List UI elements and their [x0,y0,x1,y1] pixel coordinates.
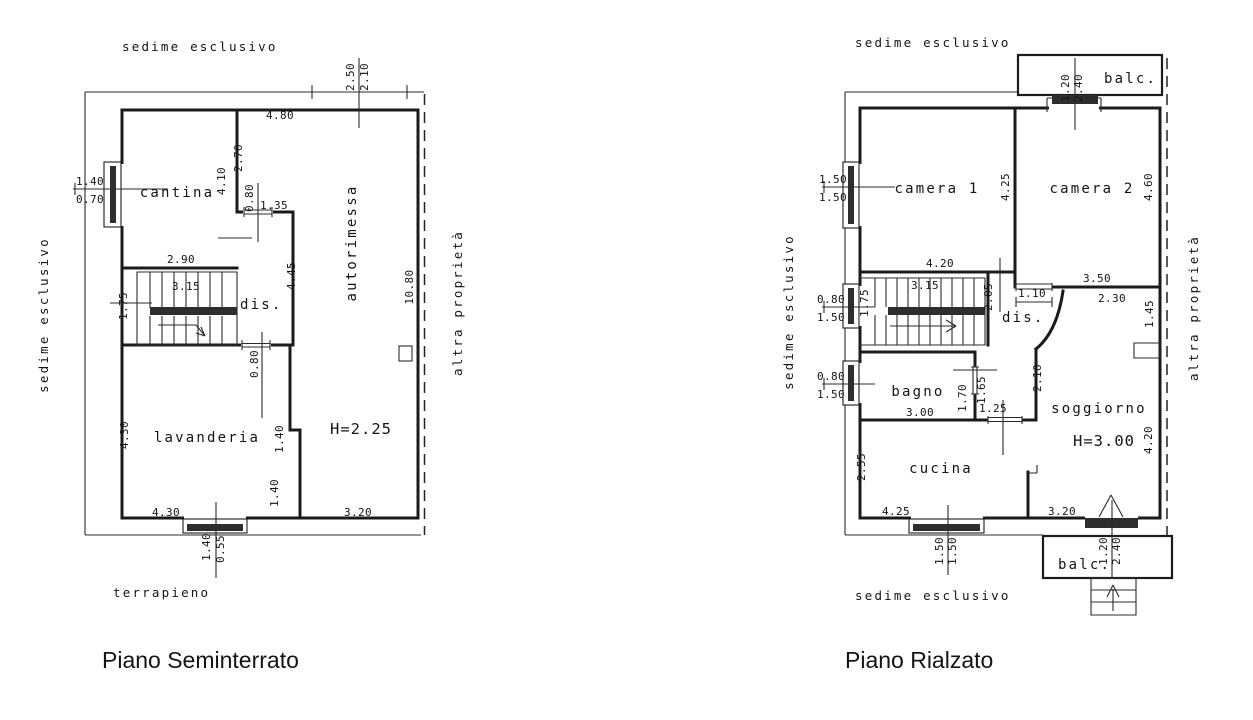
cantina-window [104,162,126,227]
dim-dis-door: 0.80 [243,183,256,213]
left-plan [36,39,465,673]
dim-cucina-depth: 2.55 [855,452,868,482]
site-label-right: altra proprietà [450,230,465,376]
dim-cantina-w: 2.90 [166,253,196,266]
dim-cam1-win-w: 1.50 [818,173,848,186]
height-note: H=3.00 [1073,432,1135,450]
dim-cucina-w: 4.25 [881,505,911,518]
dim-stair-run: 3.15 [171,280,201,293]
dim-lav-w: 4.30 [151,506,181,519]
dim-stair-w: 1.75 [117,291,130,321]
dim-cam1-win-h: 1.50 [818,191,848,204]
left-dimension-lines [73,58,359,578]
stair-direction-arrow [890,320,956,332]
room-label-camera2: camera 2 [1049,181,1135,197]
steps-arrow [1107,585,1119,611]
left-door-openings [241,207,273,350]
right-plan [781,35,1201,673]
plan-title-right: Piano Rialzato [845,647,994,673]
dim-sogg-depth: 4.20 [1142,425,1155,455]
site-label-right: altra proprietà [1186,235,1201,381]
dim-stair-run: 3.15 [910,279,940,292]
dim-jog-top: 1.40 [273,424,286,454]
dim-stair-win-w: 0.80 [816,293,846,306]
dim-garage-door-w: 2.50 [344,62,357,92]
dim-stair-win-h: 1.50 [816,311,846,324]
room-label-dis: dis. [240,297,283,313]
site-line [85,92,424,535]
dim-cucina-win-w: 1.50 [933,536,946,566]
dim-lav-depth: 4.30 [118,420,131,450]
room-label-soggiorno: soggiorno [1051,401,1147,417]
dim-cam1-w: 4.20 [925,257,955,270]
dim-garage-door-clear: 2.10 [358,62,371,92]
dim-cantina-win-w: 1.40 [75,175,105,188]
dim-cantina-depth: 4.10 [215,166,228,196]
height-note: H=2.25 [330,420,392,438]
dim-balc-bot-w: 1.20 [1097,536,1110,566]
dim-div-depth: 2.05 [982,282,995,312]
dim-cam2-e: 2.30 [1097,292,1127,305]
site-label-left: sedime esclusivo [36,237,51,393]
garage-pillar [399,346,412,361]
room-label-camera1: camera 1 [894,181,980,197]
dim-notch: 1.45 [1143,299,1156,329]
dim-lav-door: 0.80 [248,349,261,379]
dim-stair-w: 1.75 [858,288,871,318]
dim-garage-depth: 10.80 [403,269,416,305]
dim-garage-side: 4.45 [285,261,298,291]
dim-lav-win-h: 0.55 [214,534,227,564]
room-label-cantina: cantina [139,185,215,201]
dim-garage-bottom: 3.20 [343,506,373,519]
dim-garage-top: 4.80 [265,109,295,122]
plan-title-left: Piano Seminterrato [102,647,299,673]
dim-cam1-depth: 4.25 [999,172,1012,202]
site-label-left: sedime esclusivo [781,234,796,390]
dim-corr-depth: 2.10 [1031,363,1044,393]
room-label-bagno: bagno [891,384,945,400]
dim-dis-top: 1.35 [259,199,289,212]
dim-cam2-door: 1.10 [1017,287,1047,300]
dim-corr-w: 1.65 [975,375,988,405]
dim-lav-win-w: 1.40 [200,532,213,562]
cucina-window [909,515,984,533]
room-label-balc-bottom: balc. [1058,557,1112,573]
room-label-dis: dis. [1002,310,1045,326]
dim-balc-top-d: 2.40 [1072,73,1085,103]
dim-bagno-win-h: 1.50 [816,388,846,401]
dim-cam2-depth: 4.60 [1142,172,1155,202]
site-label-bottom: sedime esclusivo [855,588,1011,603]
dim-cucina-win-h: 1.50 [946,536,959,566]
dim-cantina-win-h: 0.70 [75,193,105,206]
dim-bagno-w: 3.00 [905,406,935,419]
dim-corr-door: 1.25 [978,402,1008,415]
dim-garage-nw: 2.70 [232,143,245,173]
dim-jog-bottom: 1.40 [268,478,281,508]
room-label-cucina: cucina [909,461,973,477]
dim-balc-top-w: 1.20 [1059,73,1072,103]
room-label-balc-top: balc. [1104,71,1158,87]
dim-cam2-w: 3.50 [1082,272,1112,285]
room-label-autorimessa: autorimessa [344,184,360,302]
lavanderia-window [183,515,247,533]
site-label-top: sedime esclusivo [855,35,1011,50]
dim-bagno-door: 1.70 [956,383,969,413]
room-label-lavanderia: lavanderia [153,430,261,446]
bagno-window [843,361,864,405]
dim-bagno-win-w: 0.80 [816,370,846,383]
dim-balc-bot-d: 2.40 [1110,536,1123,566]
dim-entry-w: 3.20 [1047,505,1077,518]
site-label-bottom: terrapieno [113,585,211,600]
wall-notch [1134,343,1160,358]
site-label-top: sedime esclusivo [122,39,278,54]
